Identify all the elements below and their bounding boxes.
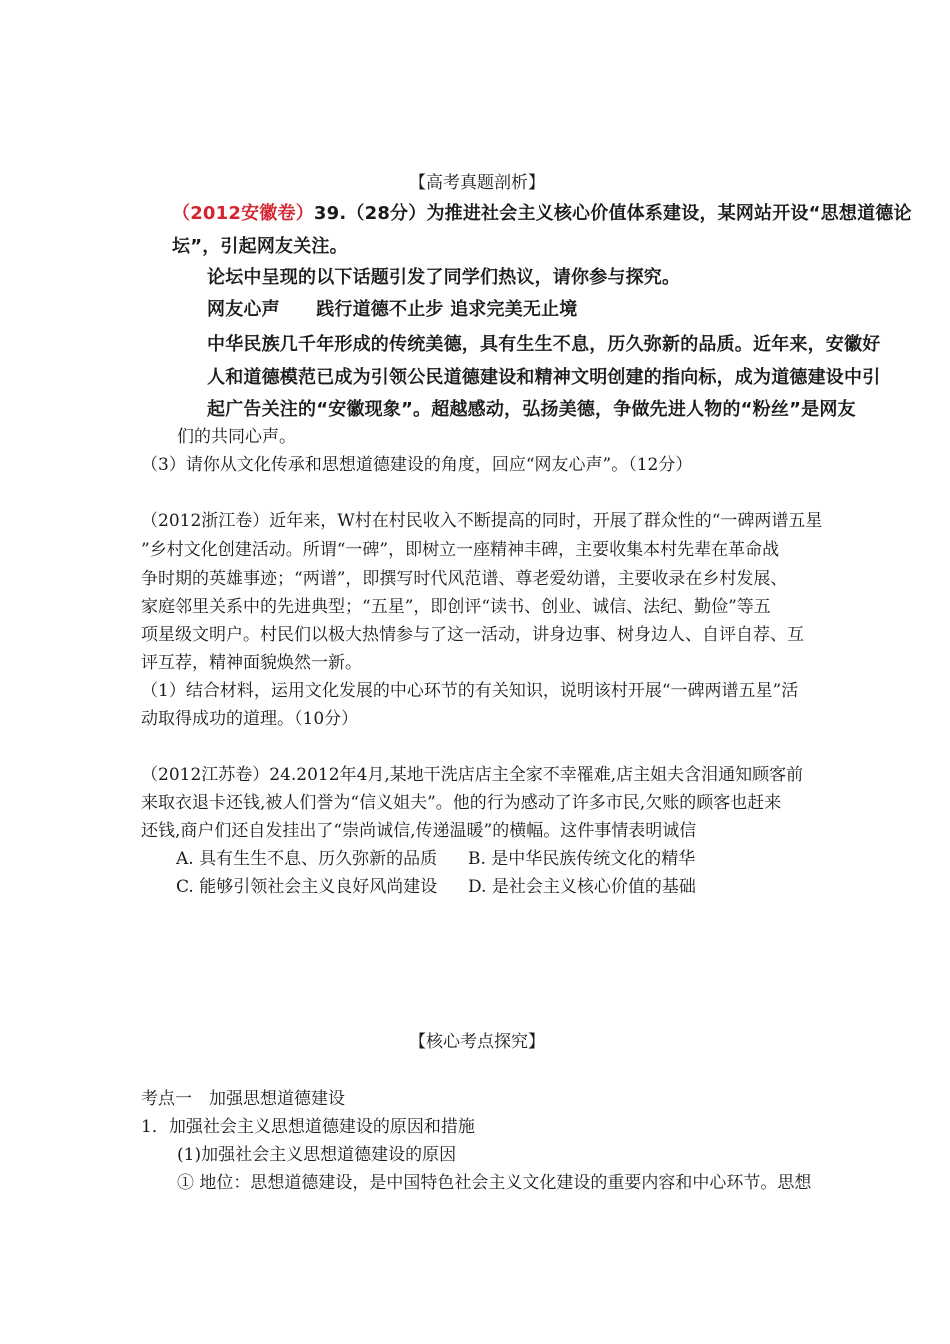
circle-item-1: ① 地位：思想道德建设，是中国特色社会主义文化建设的重要内容和中心环节。思想 (177, 1173, 812, 1193)
anhui-line-2: 坛”，引起网友关注。 (172, 236, 348, 257)
item-1-heading: 1．加强社会主义思想道德建设的原因和措施 (141, 1117, 475, 1137)
section-title-core: 【核心考点探究】 (409, 1032, 545, 1052)
anhui-line-6: 人和道德模范已成为引领公民道德建设和精神文明创建的指向标，成为道德建设中引 (207, 367, 881, 388)
anhui-line-7: 起广告关注的“安徽现象”。超越感动，弘扬美德，争做先进人物的“粉丝”是网友 (207, 399, 856, 420)
anhui-line-4: 网友心声 践行道德不止步 追求完美无止境 (207, 299, 578, 320)
jiangsu-line-2: 来取衣退卡还钱,被人们誉为“信义姐夫”。他的行为感动了许多市民,欠账的顾客也赶来 (141, 793, 782, 813)
zhejiang-line-1: （2012浙江卷）近年来，W村在村民收入不断提高的同时，开展了群众性的“一碑两谱五星 (141, 511, 823, 531)
anhui-line-1 (172, 202, 912, 226)
anhui-line-1-text: 39.（28分）为推进社会主义核心价值体系建设，某网站开设“思想道德论 (313, 203, 912, 224)
jiangsu-line-1: （2012江苏卷）24.2012年4月,某地干洗店店主全家不幸罹难,店主姐夫含泪通知顾客前 (141, 765, 804, 785)
option-a: A. 具有生生不息、历久弥新的品质 (176, 849, 438, 869)
sub-item-1-heading: (1)加强社会主义思想道德建设的原因 (177, 1145, 457, 1165)
option-d: D. 是社会主义核心价值的基础 (468, 877, 696, 897)
anhui-source-label: （2012安徽卷） (172, 203, 314, 224)
option-c: C. 能够引领社会主义良好风尚建设 (176, 877, 438, 897)
zhejiang-question-line-1: （1）结合材料，运用文化发展的中心环节的有关知识，说明该村开展“一碑两谱五星”活 (141, 681, 799, 701)
jiangsu-line-3: 还钱,商户们还自发挂出了“崇尚诚信,传递温暖”的横幅。这件事情表明诚信 (141, 821, 697, 841)
option-b: B. 是中华民族传统文化的精华 (468, 849, 696, 869)
zhejiang-line-2: ”乡村文化创建活动。所谓“一碑”，即树立一座精神丰碑，主要收集本村先辈在革命战 (141, 540, 780, 560)
section-title-exam: 【高考真题剖析】 (409, 173, 545, 193)
anhui-line-3: 论坛中呈现的以下话题引发了同学们热议，请你参与探究。 (207, 267, 681, 288)
zhejiang-line-6: 评互荐，精神面貌焕然一新。 (141, 653, 362, 673)
point-one-heading: 考点一 加强思想道德建设 (141, 1089, 345, 1109)
zhejiang-question-line-2: 动取得成功的道理。（10分） (141, 709, 359, 729)
zhejiang-line-5: 项星级文明户。村民们以极大热情参与了这一活动，讲身边事、树身边人、自评自荐、互 (141, 625, 804, 645)
anhui-line-5: 中华民族几千年形成的传统美德，具有生生不息，历久弥新的品质。近年来，安徽好 (207, 334, 881, 355)
anhui-line-8: 们的共同心声。 (177, 427, 296, 447)
anhui-question: （3）请你从文化传承和思想道德建设的角度，回应“网友心声”。（12分） (141, 455, 693, 475)
zhejiang-line-3: 争时期的英雄事迹；“两谱”，即撰写时代风范谱、尊老爱幼谱，主要收录在乡村发展、 (141, 569, 788, 589)
zhejiang-line-4: 家庭邻里关系中的先进典型；“五星”，即创评“读书、创业、诚信、法纪、勤俭”等五 (141, 597, 771, 617)
